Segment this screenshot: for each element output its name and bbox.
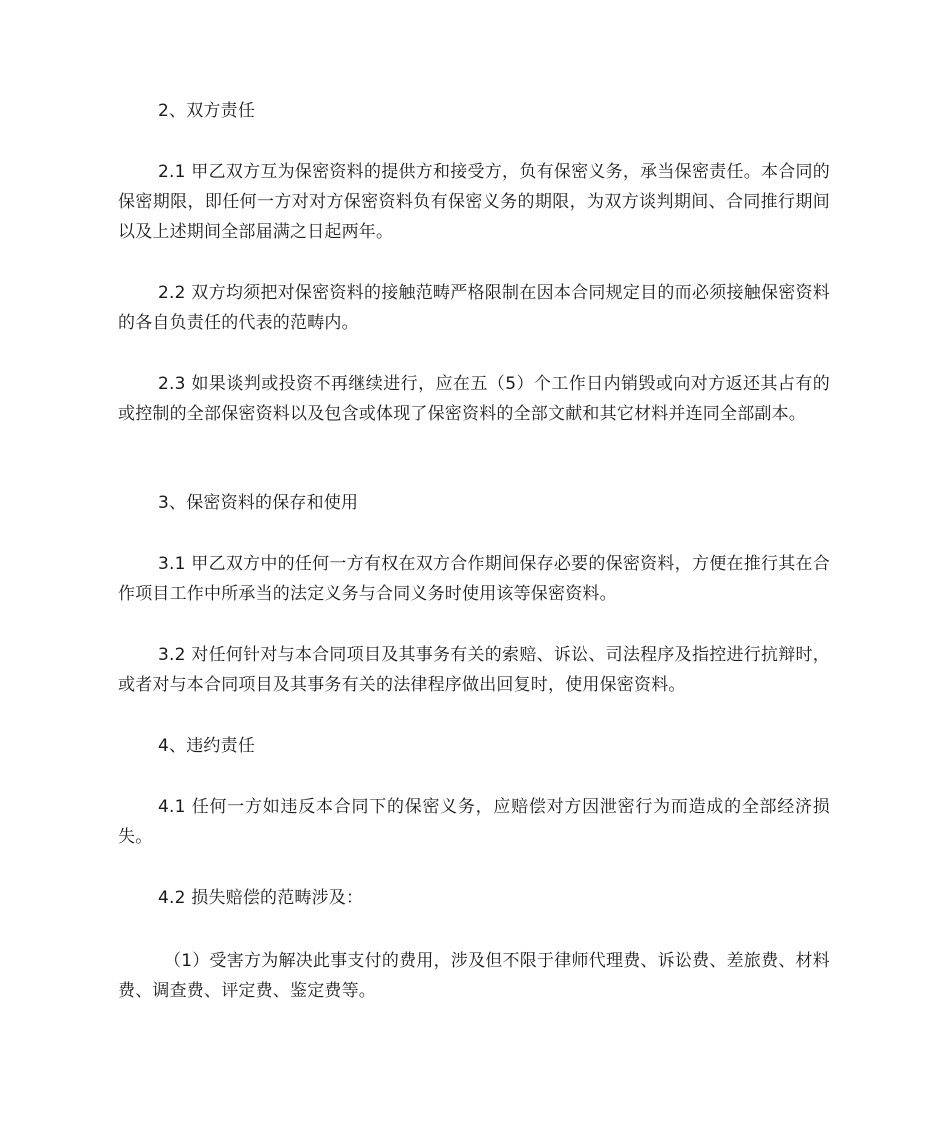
clause-3-2: 3.2 对任何针对与本合同项目及其事务有关的索赔、诉讼、司法程序及指控进行抗辩时，或者对与本合同项目及其事务有关的法律程序做出回复时，使用保密资料。 [118,645,830,695]
clause-4-1: 4.1 任何一方如违反本合同下的保密义务，应赔偿对方因泄密行为而造成的全部经济损失。 [118,797,830,847]
clause-2-3: 2.3 如果谈判或投资不再继续进行，应在五（5）个工作日内销毁或向对方返还其占有的或控制的全部保密资料以及包含或体现了保密资料的全部文献和其它材料并连同全部副本。 [118,374,830,424]
clause-3-1: 3.1 甲乙双方中的任何一方有权在双方合作期间保存必要的保密资料，方便在推行其在合作项目工作中所承当的法定义务与合同义务时使用该等保密资料。 [118,554,830,604]
section-heading-2: 2、双方责任 [158,101,256,121]
clause-2-2: 2.2 双方均须把对保密资料的接触范畴严格限制在因本合同规定目的而必须接触保密资料的各自负责任的代表的范畴内。 [118,283,830,333]
section-heading-3: 3、保密资料的保存和使用 [158,493,359,513]
section-heading-4: 4、违约责任 [158,736,256,756]
clause-4-2-item-1: （1）受害方为解决此事支付的费用，涉及但不限于律师代理费、诉讼费、差旅费、材料费、调查费、评定费、鉴定费等。 [118,951,830,1001]
clause-2-1: 2.1 甲乙双方互为保密资料的提供方和接受方，负有保密义务，承当保密责任。本合同的保密期限，即任何一方对对方保密资料负有保密义务的期限，为双方谈判期间、合同推行期间以及上述期间全部届满之日起两年。 [118,162,830,242]
clause-4-2: 4.2 损失赔偿的范畴涉及： [158,888,364,908]
